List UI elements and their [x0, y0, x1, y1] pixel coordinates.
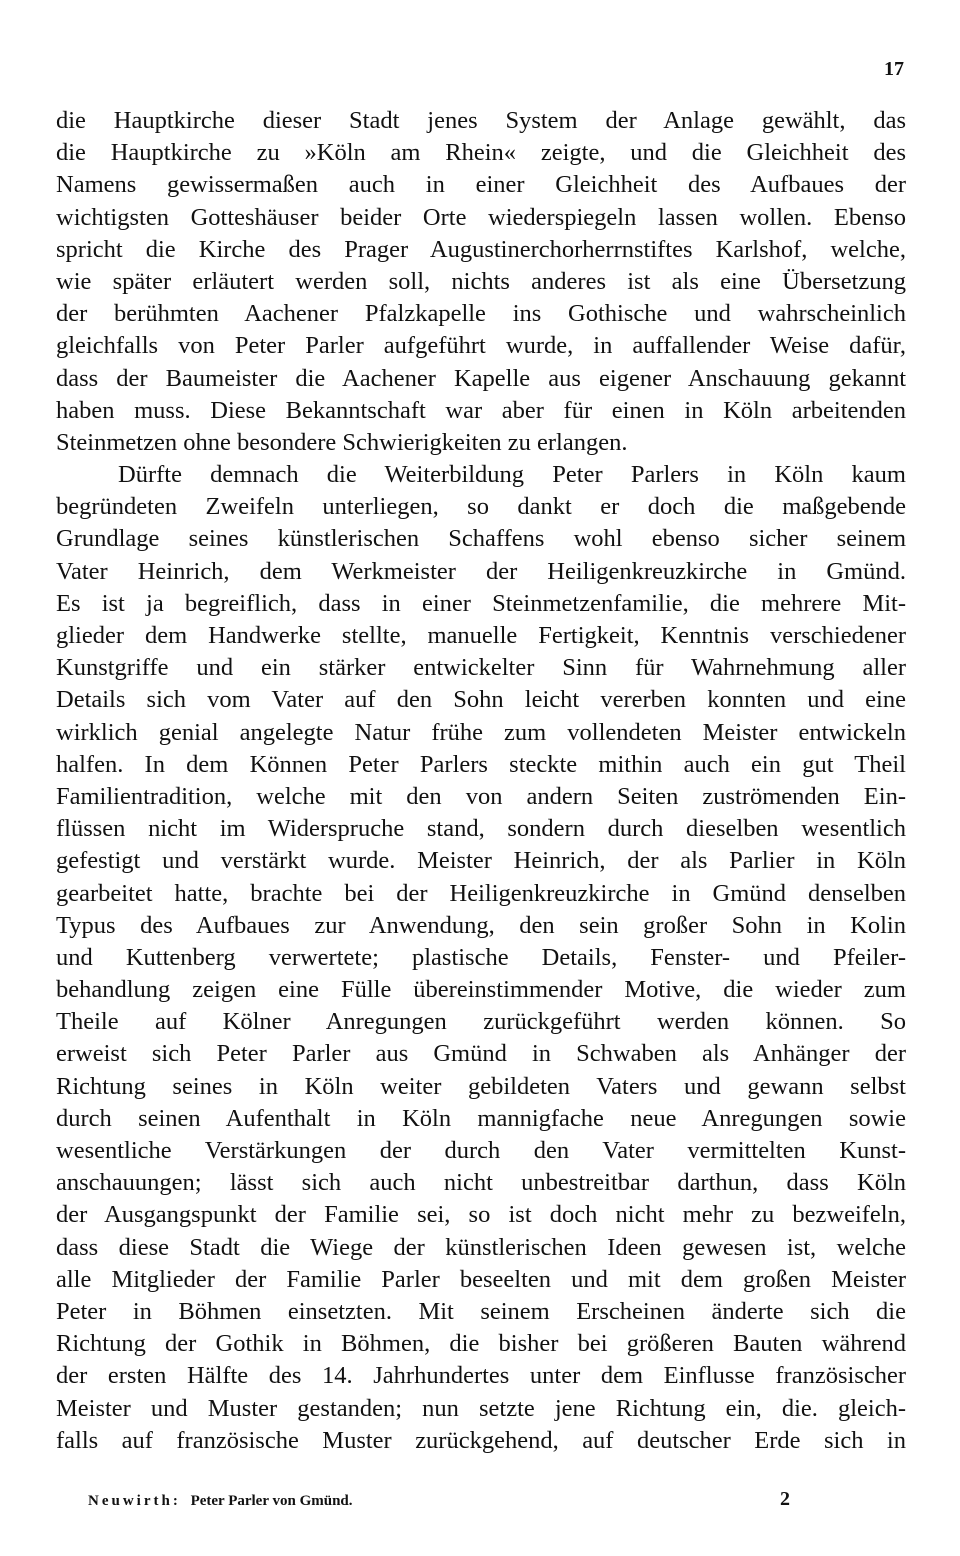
text-line: Richtung seines in Köln weiter gebildeten Vaters und gewann selbst	[56, 1072, 906, 1100]
text-line: wirklich genial angelegte Natur frühe zum vollendeten Meister entwickeln	[56, 718, 906, 746]
page-footer	[88, 1493, 808, 1510]
text-line: Steinmetzen ohne besondere Schwierigkeiten zu erlangen.	[56, 428, 628, 456]
text-line: dass der Baumeister die Aachener Kapelle aus eigener Anschauung gekannt	[56, 364, 906, 392]
text-line: gefestigt und verstärkt wurde. Meister Heinrich, der als Parlier in Köln	[56, 847, 906, 875]
text-line: dass diese Stadt die Wiege der künstlerischen Ideen gewesen ist, welche	[56, 1233, 906, 1261]
footer-title: Peter Parler von Gmünd.	[190, 1493, 353, 1509]
text-line: gearbeitet hatte, brachte bei der Heiligenkreuzkirche in Gmünd denselben	[56, 879, 906, 907]
text-line: Es ist ja begreiflich, dass in einer Steinmetzenfamilie, die mehrere Mit-	[56, 589, 906, 617]
text-line: Peter in Böhmen einsetzten. Mit seinem Erscheinen änderte sich die	[56, 1297, 906, 1325]
body-text	[56, 105, 906, 1457]
text-line: Kunstgriffe und ein stärker entwickelter Sinn für Wahrnehmung aller	[56, 654, 906, 682]
text-line: Grundlage seines künstlerischen Schaffens wohl ebenso sicher seinem	[56, 525, 906, 553]
text-line: behandlung zeigen eine Fülle übereinstimmender Motive, die wieder zum	[56, 976, 906, 1004]
text-line: Dürfte demnach die Weiterbildung Peter Parlers in Köln kaum	[118, 461, 906, 489]
text-line: erweist sich Peter Parler aus Gmünd in Schwaben als Anhänger der	[56, 1040, 906, 1068]
text-line: flüssen nicht im Widerspruche stand, sondern durch dieselben wesentlich	[56, 815, 906, 843]
text-line: Richtung der Gothik in Böhmen, die bisher bei größeren Bauten während	[56, 1330, 906, 1358]
text-line: Typus des Aufbaues zur Anwendung, den sein großer Sohn in Kolin	[56, 911, 906, 939]
text-line: glieder dem Handwerke stellte, manuelle Fertigkeit, Kenntnis verschiedener	[56, 622, 906, 649]
text-line: Theile auf Kölner Anregungen zurückgeführt werden können. So	[56, 1008, 906, 1036]
text-line: die Hauptkirche dieser Stadt jenes System der Anlage gewählt, das	[56, 107, 906, 134]
text-line: falls auf französische Muster zurückgehend, auf deutscher Erde sich in	[56, 1426, 906, 1454]
text-line: begründeten Zweifeln unterliegen, so dankt er doch die maßgebende	[56, 493, 906, 521]
text-line: haben muss. Diese Bekanntschaft war aber für einen in Köln arbeitenden	[56, 396, 906, 424]
text-line: Vater Heinrich, dem Werkmeister der Heiligenkreuzkirche in Gmünd.	[56, 557, 906, 585]
text-line: und Kuttenberg verwertete; plastische Details, Fenster- und Pfeiler-	[56, 943, 906, 971]
text-line: die Hauptkirche zu »Köln am Rhein« zeigte, und die Gleichheit des	[56, 139, 906, 167]
page-number: 17	[884, 58, 904, 80]
text-line: anschauungen; lässt sich auch nicht unbestreitbar darthun, dass Köln	[56, 1169, 906, 1197]
text-line: durch seinen Aufenthalt in Köln mannigfache neue Anregungen sowie	[56, 1104, 906, 1132]
text-line: wichtigsten Gotteshäuser beider Orte wiederspiegeln lassen wollen. Ebenso	[56, 203, 906, 231]
text-line: wesentliche Verstärkungen der durch den Vater vermittelten Kunst-	[56, 1137, 906, 1164]
signature-mark: 2	[780, 1488, 790, 1510]
text-line: Familientradition, welche mit den von andern Seiten zuströmenden Ein-	[56, 782, 906, 810]
text-line: der berühmten Aachener Pfalzkapelle ins Gothische und wahrscheinlich	[56, 300, 906, 328]
text-line: spricht die Kirche des Prager Augustinerchorherrnstiftes Karlshof, welche,	[56, 235, 906, 263]
text-line: gleichfalls von Peter Parler aufgeführt wurde, in auffallender Weise dafür,	[56, 332, 906, 360]
footer-author: Neuwirth:	[88, 1493, 181, 1509]
text-line: Namens gewissermaßen auch in einer Gleichheit des Aufbaues der	[56, 171, 906, 199]
text-line: wie später erläutert werden soll, nichts anderes ist als eine Übersetzung	[56, 267, 906, 295]
text-line: Meister und Muster gestanden; nun setzte jene Richtung ein, die. gleich-	[56, 1394, 906, 1422]
text-line: der ersten Hälfte des 14. Jahrhundertes unter dem Einflusse französischer	[56, 1362, 906, 1390]
text-line: der Ausgangspunkt der Familie sei, so ist doch nicht mehr zu bezweifeln,	[56, 1201, 906, 1229]
text-line: halfen. In dem Können Peter Parlers steckte mithin auch ein gut Theil	[56, 750, 906, 778]
text-line: Details sich vom Vater auf den Sohn leicht vererben konnten und eine	[56, 686, 906, 714]
text-line: alle Mitglieder der Familie Parler beseelten und mit dem großen Meister	[56, 1265, 906, 1293]
